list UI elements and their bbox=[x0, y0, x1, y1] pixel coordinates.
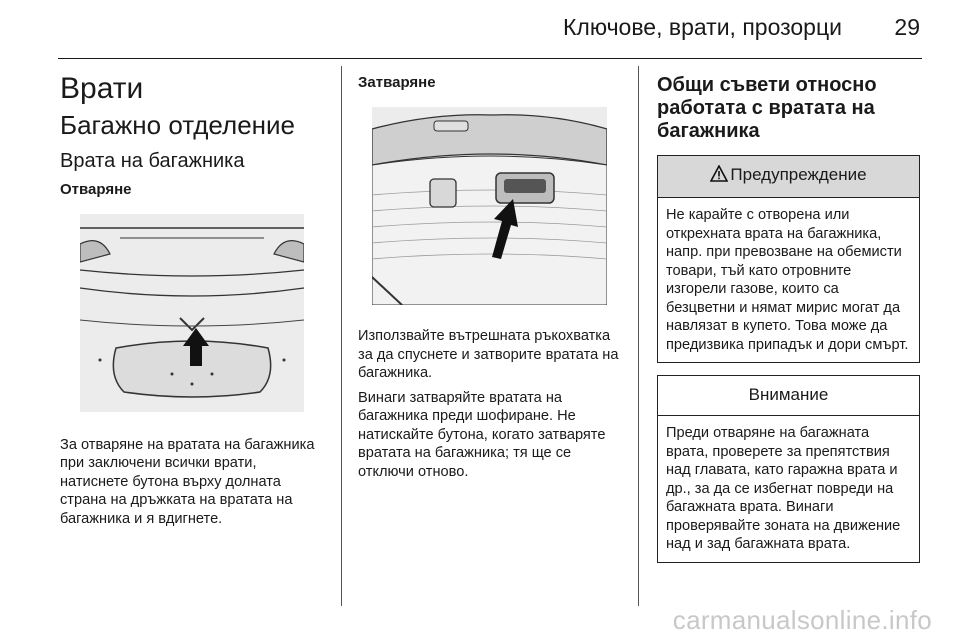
warning-box bbox=[657, 155, 920, 363]
column-middle bbox=[358, 66, 628, 487]
page-header-title: Ключове, врати, прозорци bbox=[563, 14, 842, 40]
caution-heading: Внимание bbox=[658, 376, 919, 416]
caution-box bbox=[657, 375, 920, 563]
closing-paragraph-2: Винаги затваряйте вратата на багажника преди шофиране. Не натискайте бутона, когато затваряте вратата на багажника; тя ще се отключи отново. bbox=[358, 389, 606, 480]
opening-heading: Отваряне bbox=[60, 180, 132, 198]
column-left bbox=[60, 66, 328, 535]
subsubsection-title: Врата на багажника bbox=[60, 149, 245, 172]
closing-paragraph-1: Използвайте вътрешната ръкохватка за да спуснете и затворите вратата на багажника. bbox=[358, 328, 619, 382]
watermark: carmanualsonline.info bbox=[672, 605, 932, 635]
warning-box-header bbox=[658, 156, 919, 198]
warning-text: Не карайте с отворена или открехната врата на багажника, напр. при превозване на обемисти товари, тъй като отровните изгорели газове, които са безцветни и нямат мирис могат да навлязат в купето. Това може да предизвика припадък и дори смърт. bbox=[666, 207, 909, 353]
general-tips-title: Общи съвети относно работата с вратата на багажника bbox=[657, 74, 877, 142]
caution-text: Преди отваряне на багажната врата, проверете за препятствия над главата, като гаражна врата и др., за да се избегнат повреди на багажната врата. Винаги проверявайте зоната на движение над и зад багажната врата. bbox=[666, 425, 901, 553]
tailgate-exterior-drawing bbox=[80, 214, 304, 412]
opening-paragraph: За отваряне на вратата на багажника при заключени всички врати, натиснете бутона върху долната страна на дръжката на вратата на багажника и я вдигнете. bbox=[60, 436, 315, 528]
page-number: 29 bbox=[894, 14, 920, 40]
column-right bbox=[657, 66, 920, 575]
tailgate-interior-illustration bbox=[372, 107, 607, 305]
tailgate-exterior-illustration bbox=[80, 214, 304, 412]
warning-triangle-icon bbox=[710, 165, 728, 187]
section-title: Врати bbox=[60, 72, 144, 105]
column-divider bbox=[341, 66, 342, 606]
tailgate-interior-drawing bbox=[372, 107, 607, 305]
subsection-title: Багажно отделение bbox=[60, 110, 296, 140]
closing-heading: Затваряне bbox=[358, 74, 436, 91]
header-divider bbox=[58, 58, 922, 59]
column-divider bbox=[638, 66, 639, 606]
warning-heading: Предупреждение bbox=[730, 165, 867, 184]
